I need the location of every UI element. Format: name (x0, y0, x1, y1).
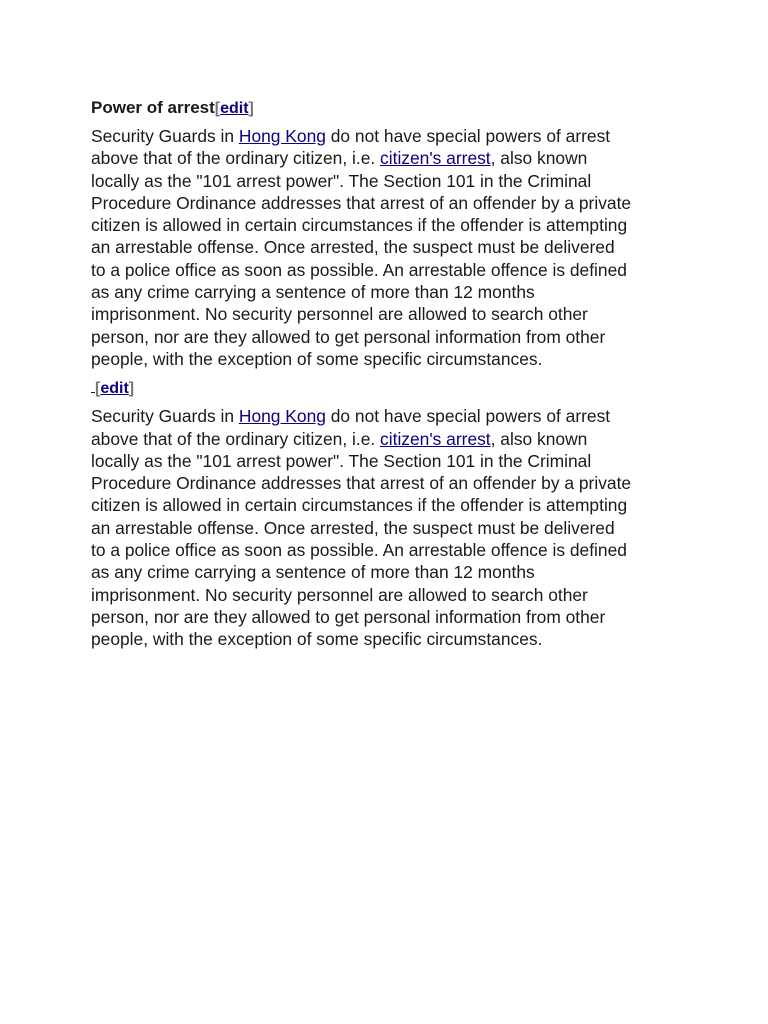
text-line (91, 125, 691, 147)
edit-bracket-close: ] (128, 380, 135, 398)
section-heading-power-of-arrest (91, 96, 691, 121)
citizens-arrest-link[interactable]: citizen's arrest (380, 428, 491, 449)
text-line: citizen is allowed in certain circumstances if the offender is attempting (91, 215, 628, 236)
paragraph-2 (91, 405, 691, 650)
edit-section-control (95, 380, 134, 397)
hong-kong-link[interactable]: Hong Kong (238, 406, 326, 427)
text-span: above that of the ordinary citizen, i.e. (91, 428, 381, 449)
hong-kong-link[interactable]: Hong Kong (238, 126, 326, 146)
text-line: imprisonment. No security personnel are allowed to search other (91, 584, 588, 605)
paragraph-1 (91, 125, 691, 370)
text-line: imprisonment. No security personnel are allowed to search other (91, 304, 588, 325)
text-line: as any crime carrying a sentence of more than 12 months (91, 562, 535, 583)
citizens-arrest-link[interactable]: citizen's arrest (380, 148, 491, 169)
section-heading-untitled (91, 376, 691, 401)
text-line: person, nor are they allowed to get personal information from other (91, 326, 606, 347)
text-line: people, with the exception of some specific circumstances. (91, 629, 543, 650)
text-span: do not have special powers of arrest (325, 126, 611, 146)
text-line: citizen is allowed in certain circumstances if the offender is attempting (91, 495, 628, 516)
text-line: locally as the "101 arrest power". The Section 101 in the Criminal (91, 170, 592, 191)
text-line: an arrestable offense. Once arrested, the suspect must be delivered (91, 517, 615, 538)
text-line: Procedure Ordinance addresses that arrest of an offender by a private (91, 473, 632, 494)
text-line: Procedure Ordinance addresses that arrest of an offender by a private (91, 192, 632, 213)
edit-bracket-close: ] (248, 100, 254, 117)
text-line (91, 405, 691, 427)
text-span: do not have special powers of arrest (325, 406, 611, 427)
edit-bracket-open: [ (214, 100, 221, 117)
text-line: as any crime carrying a sentence of more than 12 months (91, 282, 535, 303)
text-span: Security Guards in (91, 406, 239, 427)
text-span: above that of the ordinary citizen, i.e. (91, 148, 381, 169)
text-line (91, 147, 691, 169)
text-line: locally as the "101 arrest power". The Section 101 in the Criminal (91, 450, 592, 471)
text-line: person, nor are they allowed to get personal information from other (91, 606, 606, 627)
text-span: Security Guards in (91, 126, 239, 146)
text-line: an arrestable offense. Once arrested, the suspect must be delivered (91, 237, 615, 258)
section-title: Power of arrest (91, 98, 215, 117)
edit-bracket-open: [ (95, 380, 101, 398)
text-line: to a police office as soon as possible. An arrestable offence is defined (91, 259, 627, 280)
text-span: , also known (490, 148, 588, 169)
edit-section-control (215, 100, 254, 117)
edit-link[interactable]: edit (220, 100, 249, 117)
text-line (91, 428, 691, 450)
edit-link[interactable]: edit (100, 380, 129, 398)
text-line: to a police office as soon as possible. An arrestable offence is defined (91, 540, 627, 561)
text-span: , also known (490, 428, 588, 449)
article-content (91, 96, 691, 651)
text-line: people, with the exception of some specific circumstances. (91, 348, 543, 369)
